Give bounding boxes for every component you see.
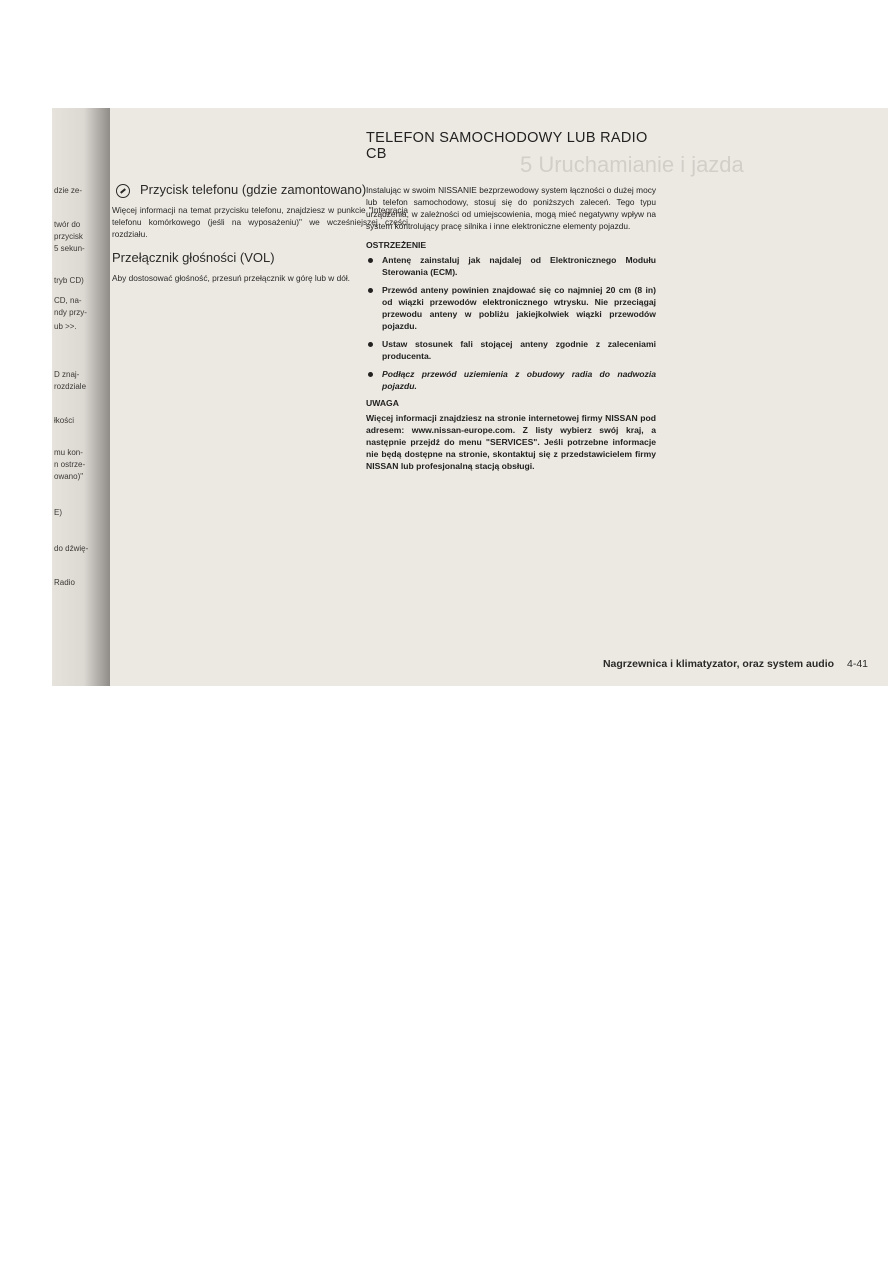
spine-text-fragment: przycisk xyxy=(54,232,83,241)
spine-text-fragment: łkości xyxy=(54,416,75,425)
spine-text-fragment: n ostrze- xyxy=(54,460,86,469)
phone-paragraph: Więcej informacji na temat przycisku telefonu, znajdziesz w punkcie "Integracja telefonu komórkowego (jeśli na wyposażeniu)" we wcześniejszej części rozdziału. xyxy=(112,205,408,239)
warning-item: Antenę zainstaluj jak najdalej od Elektronicznego Modułu Sterowania (ECM). xyxy=(366,254,656,278)
bullet-icon xyxy=(368,372,373,377)
spine-text-fragment: rozdziale xyxy=(54,382,87,391)
volume-heading: Przełącznik głośności (VOL) xyxy=(112,250,275,265)
binding-spine xyxy=(52,108,110,686)
bullet-icon xyxy=(368,288,373,293)
page-footer xyxy=(603,658,868,670)
spine-text-fragment: twór do xyxy=(54,220,81,229)
bleed-through-heading: 5 Uruchamianie i jazda xyxy=(520,152,744,177)
bullet-icon xyxy=(368,258,373,263)
warning-item: Podłącz przewód uziemienia z obudowy radia do nadwozia pojazdu. xyxy=(366,368,656,392)
phone-heading-text: Przycisk telefonu (gdzie zamontowano) xyxy=(140,182,367,197)
note-paragraph: Więcej informacji znajdziesz na stronie internetowej firmy NISSAN pod adresem: www.nissan-europe.com. Z listy wybierz swój kraj, a następnie przejdź do menu "SERVICES". Jeśli potrzebne informacje nie będą dostępne na stronie, skontaktuj się z przedstawicielem firmy NISSAN lub profesjonalną stacją obsługi. xyxy=(366,413,656,471)
warning-label: OSTRZEŻENIE xyxy=(366,240,427,250)
spine-text-fragment: CD, na- xyxy=(54,296,82,305)
spine-text-fragment: mu kon- xyxy=(54,448,83,457)
spine-text-fragment: D znaj- xyxy=(54,370,80,379)
phone-button-heading xyxy=(112,182,408,198)
scanned-page xyxy=(52,108,888,686)
warning-item: Przewód anteny powinien znajdować się co najmniej 20 cm (8 in) od wiązki przewodów elektronicznego wtrysku. Nie przeciągaj przewodu anteny w pobliżu jakiejkolwiek wiązki przewodów pojazdu. xyxy=(366,284,656,332)
note-label: UWAGA xyxy=(366,398,399,408)
spine-text-fragment: E) xyxy=(54,508,62,517)
warning-list xyxy=(366,254,656,392)
bullet-icon xyxy=(368,342,373,347)
spine-text-fragment: 5 sekun- xyxy=(54,244,85,253)
spine-text-fragment: tryb CD) xyxy=(54,276,84,285)
spine-text-fragment: ub >>. xyxy=(54,322,77,331)
page-number: 4-41 xyxy=(846,658,868,670)
left-column xyxy=(112,182,408,284)
spine-text-fragment: owano)" xyxy=(54,472,84,481)
spine-text-fragment: do dźwię- xyxy=(54,544,89,553)
intro-paragraph: Instalując w swoim NISSANIE bezprzewodowy system łączności o dużej mocy lub telefon samochodowy, stosuj się do poniższych zaleceń. Tego typu urządzenia, w zależności od umiejscowienia, mogą mieć negatywny wpływ na system kontrolujący pracę silnika i inne elektroniczne elementy pojazdu. xyxy=(366,185,656,231)
footer-section: Nagrzewnica i klimatyzator, oraz system audio xyxy=(602,658,835,670)
phone-icon xyxy=(116,184,130,198)
section-title: TELEFON SAMOCHODOWY LUB RADIO CB xyxy=(366,130,648,162)
spine-text-fragment: ndy przy- xyxy=(54,308,87,317)
volume-paragraph: Aby dostosować głośność, przesuń przełącznik w górę lub w dół. xyxy=(112,273,350,283)
warning-item: Ustaw stosunek fali stojącej anteny zgodnie z zaleceniami producenta. xyxy=(366,338,656,362)
spine-text-fragment: Radio xyxy=(54,578,75,587)
right-column xyxy=(366,130,656,472)
spine-text-fragment: dzie ze- xyxy=(54,186,83,195)
